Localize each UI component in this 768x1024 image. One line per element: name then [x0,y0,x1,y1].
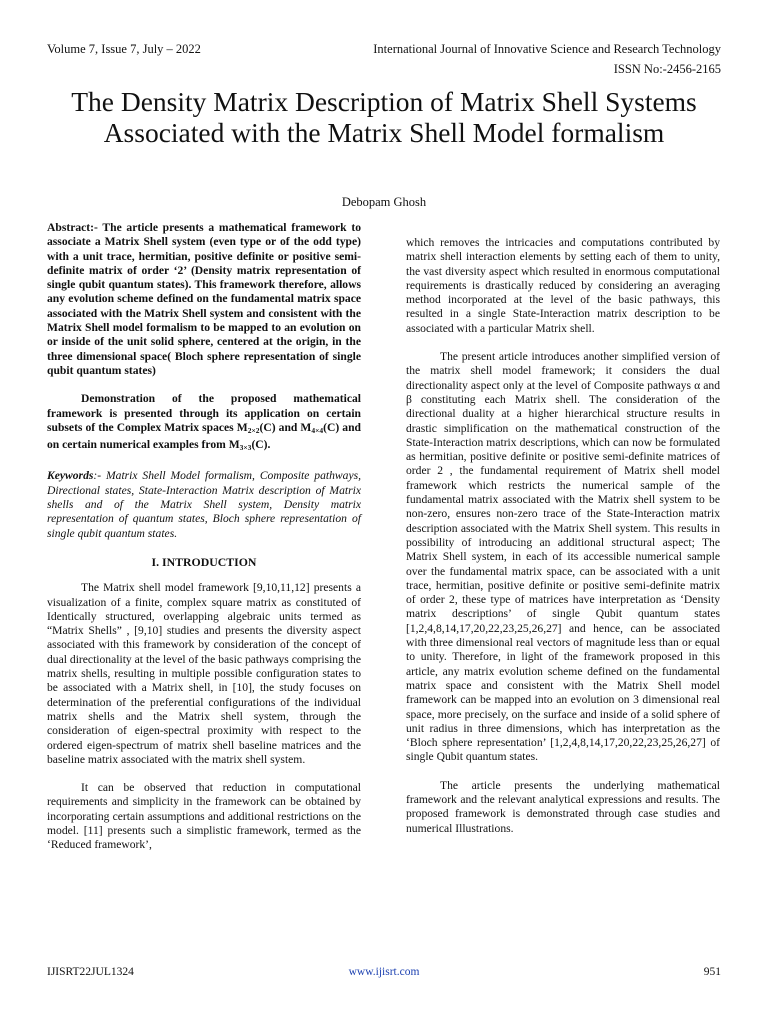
demo-text-4: (C). [251,438,271,452]
right-paragraph-1: which removes the intricacies and computations contributed by matrix shell interaction elements by setting each of them to unity, the vast diversity aspect which resulted in enormous computational requirements is drastically reduced by considering an averaging method incorporated at the level of the basic pathways, this resulted in a single State-Interaction matrix description to be associated with a particular Matrix shell. [406,236,720,335]
keywords-label: Keywords [47,469,94,483]
demo-text-3: (C) and on certain numerical examples from M [47,420,361,452]
demonstration-paragraph [47,392,361,455]
author-name: Debopam Ghosh [341,195,427,209]
right-paragraph-2: The present article introduces another simplified version of the matrix shell model framework; it considers the dual directionality aspect only at the level of Composite pathways α and β constituting each Matrix shell. The consideration of the directional duality at a higher hierarchical structure results in drastic simplification on the mathematical construction of the State-Interaction matrix descriptions, which can now be formulated as hermitian, positive definite or positive semi-definite matrices of order 2 , the fundamental requirement of Matrix shell model framework which restricts the numerical sample of the fundamental matrix associated with the Matrix shell system to be non-zero, ensures non-zero trace of the State-Interaction matrix description associated with the Matrix Shell system. This results in possibility of introducing an additional structural aspect; The Matrix Shell system, in each of its accessible numerical sample over the fundamental matrix space, can be associated with a unit trace, hermitian, positive definite or positive semi-definite matrix of order 2, these type of matrices have interpretation as ‘Density matrix descriptions’ of single Qubit quantum states [1,2,4,8,14,17,20,22,23,25,26,27] and hence, can be associated with three dimensional real vectors of magnitude less than or equal to unity. Therefore, in light of the framework proposed in this article, any matrix evolution scheme defined on the fundamental matrix space and consistent with the Matrix Shell model framework can be mapped into an evolution on 3 dimensional real space, more precisely, on the surface and inside of a solid sphere of unit radius in three dimensions, which has interpretation as the ‘Bloch sphere representation’ [1,2,4,8,14,17,20,22,23,25,26,27] of single Qubit quantum states. [406,350,720,764]
paper-id: IJISRT22JUL1324 [47,966,134,978]
abstract-label: Abstract:- [47,221,98,234]
website-link[interactable]: www.ijisrt.com [348,966,420,978]
keywords-text: :- Matrix Shell Model formalism, Composite pathways, Directional states, State-Interaction Matrix description of Matrix shells and of the Matrix Shell system, Density matrix representation of quantum states, Bloch sphere representation of single qubit quantum states. [47,469,361,540]
keywords [47,469,361,540]
demo-sub-2: 4×4 [311,425,324,435]
abstract-text: The article presents a mathematical framework to associate a Matrix Shell system (even type or of the odd type) with a unit trace, hermitian, positive definite or positive semi-definite matrix of order ‘2’ (Density matrix representation of single qubit quantum states). This framework therefore, allows any evolution scheme defined on the fundamental matrix space associated with the Matrix Shell system and consistent with the Matrix Shell model formalism to be mapped to an evolution on or inside of the unit solid sphere, centered at the origin, in the three dimensional space( Bloch sphere representation of single qubit quantum states) [47,221,361,377]
volume-info: Volume 7, Issue 7, July – 2022 [47,42,201,56]
issn: ISSN No:-2456-2165 [613,62,721,76]
left-column [47,221,361,867]
demo-sub-3: 3×3 [239,443,252,453]
abstract [47,221,361,378]
paper-title: The Density Matrix Description of Matrix Shell Systems Associated with the Matrix Shell Model formalism [71,86,697,148]
right-paragraph-3: The article presents the underlying mathematical framework and the relevant analytical expressions and results. The proposed framework is demonstrated through case studies and numerical Illustrations. [406,778,720,835]
demo-text-2: (C) and M [259,420,312,434]
page-number: 951 [703,966,721,978]
section-heading-introduction: I. INTRODUCTION [151,554,257,569]
intro-paragraph-1: The Matrix shell model framework [9,10,11,12] presents a visualization of a finite, complex square matrix as constituted of Identically structured, overlapping algebraic units termed as “Matrix Shells” , [9,10] studies and presents the diversity aspect associated with this framework by consideration of the concept of dual directionality at the level of the basic pathways comprising the matrix shells, resulting in multiple possible configuration states to be associated with a Matrix shell, in [10], the study focuses on determination of the preferential configurations of the individual matrix shells and the Matrix shell system, through the consideration of eigen-spectral proximity with respect to the ordered eigen-spectrum of matrix shell baseline matrices and the baseline matrix associated with the matrix shell system. [47,581,361,766]
demo-sub-1: 2×2 [247,425,260,435]
intro-paragraph-2: It can be observed that reduction in computational requirements and simplicity in the framework can be obtained by incorporating certain assumptions and additional restrictions on the model. [11] presents such a simplistic framework, termed as the ‘Reduced framework’, [47,781,361,852]
journal-name: International Journal of Innovative Science and Research Technology [373,42,721,56]
demo-text-1: Demonstration of the proposed mathematical framework is presented through its application on certain subsets of the Complex Matrix spaces M [47,392,361,434]
right-column [406,236,720,850]
